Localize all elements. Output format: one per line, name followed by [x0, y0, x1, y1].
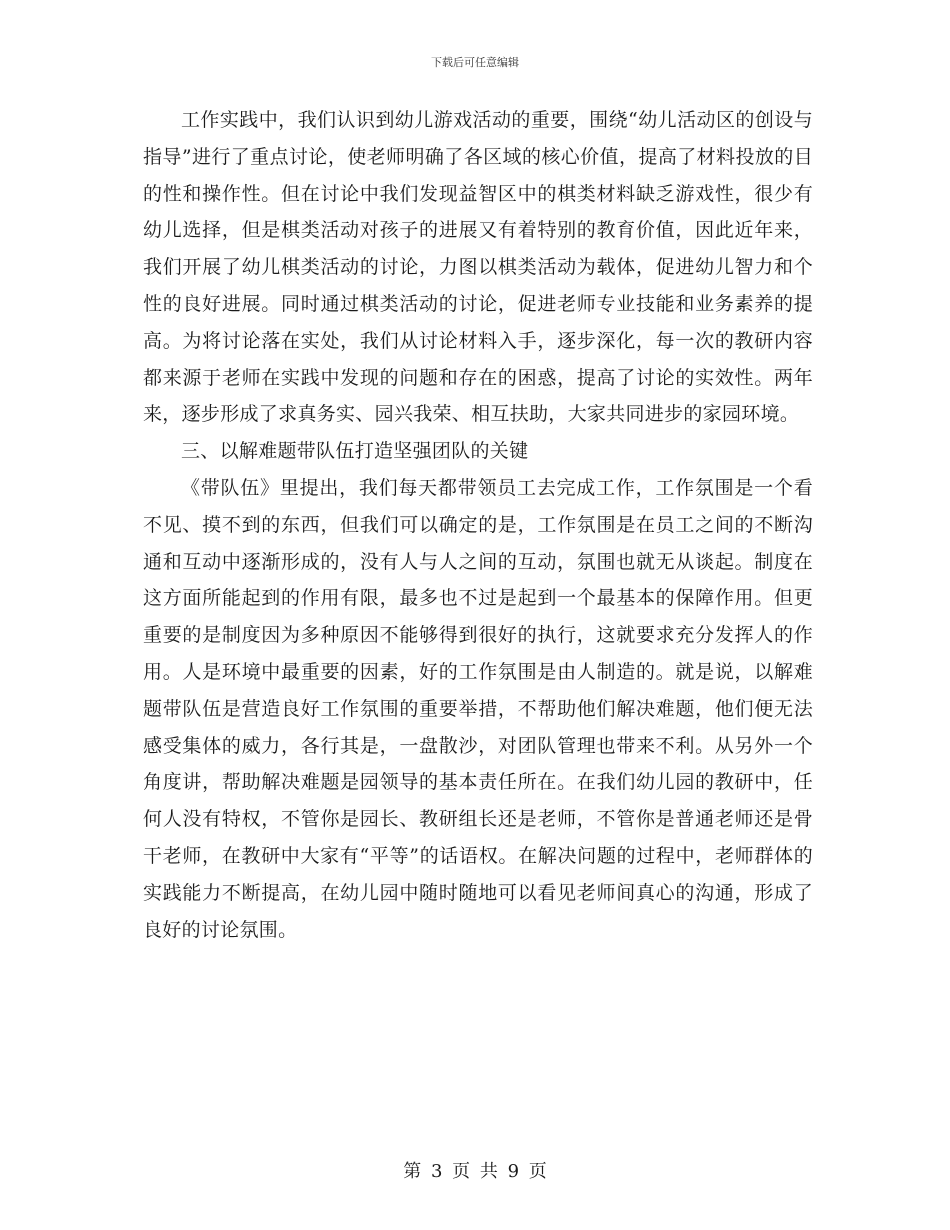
- paragraph-1: 工作实践中，我们认识到幼儿游戏活动的重要，围绕“幼儿活动区的创设与指导”进行了重点讨论，使老师明确了各区域的核心价值，提高了材料投放的目的性和操作性。但在讨论中我们发现益智区中的棋类材料缺乏游戏性，很少有幼儿选择，但是棋类活动对孩子的进展又有着特别的教育价值，因此近年来，我们开展了幼儿棋类活动的讨论，力图以棋类活动为载体，促进幼儿智力和个性的良好进展。同时通过棋类活动的讨论，促进老师专业技能和业务素养的提高。为将讨论落在实处，我们从讨论材料入手，逐步深化，每一次的教研内容都来源于老师在实践中发现的问题和存在的困惑，提高了讨论的实效性。两年来，逐步形成了求真务实、园兴我荣、相互扶助，大家共同进步的家园环境。: [143, 109, 813, 426]
- page-number: 第 3 页 共 9 页: [403, 1161, 547, 1182]
- section-heading: 三、以解难题带队伍打造坚强团队的关键: [181, 440, 529, 463]
- page-header: 下载后可任意编辑: [431, 56, 519, 69]
- paragraph-2: 《带队伍》里提出，我们每天都带领员工去完成工作，工作氛围是一个看不见、摸不到的东西，但我们可以确定的是，工作氛围是在员工之间的不断沟通和互动中逐渐形成的，没有人与人之间的互动，氛围也就无从谈起。制度在这方面所能起到的作用有限，最多也不过是起到一个最基本的保障作用。但更重要的是制度因为多种原因不能够得到很好的执行，这就要求充分发挥人的作用。人是环境中最重要的因素，好的工作氛围是由人制造的。就是说，以解难题带队伍是营造良好工作氛围的重要举措，不帮助他们解决难题，他们便无法感受集体的威力，各行其是，一盘散沙，对团队管理也带来不利。从另外一个角度讲，帮助解决难题是园领导的基本责任所在。在我们幼儿园的教研中，任何人没有特权，不管你是园长、教研组长还是老师，不管你是普通老师还是骨干老师，在教研中大家有“平等”的话语权。在解决问题的过程中，老师群体的实践能力不断提高，在幼儿园中随时随地可以看见老师间真心的沟通，形成了良好的讨论氛围。: [143, 476, 813, 941]
- document-body: [143, 102, 813, 948]
